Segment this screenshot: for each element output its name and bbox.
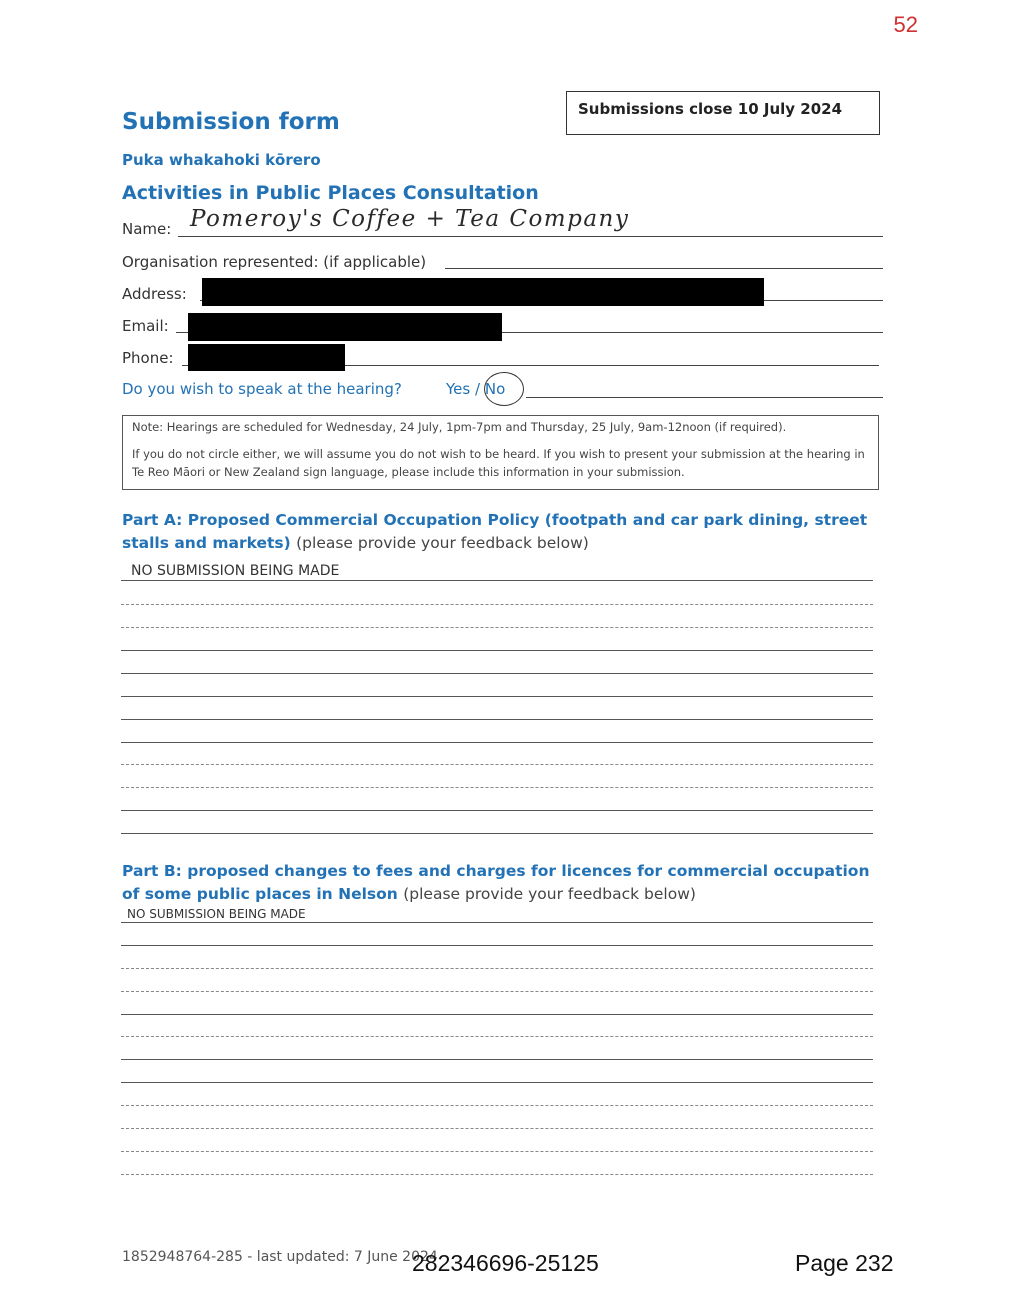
organisation-label: Organisation represented: (if applicable): [122, 253, 427, 271]
part-b-title: Part B: proposed changes to fees and charges for licences for commercial occupation of some public places in Nelson: [122, 862, 870, 903]
hearing-underline: [526, 397, 883, 398]
form-subtitle: Puka whakahoki kōrero: [122, 151, 321, 169]
phone-label: Phone:: [122, 349, 174, 367]
part-a-line: [121, 673, 873, 674]
part-a-line: [121, 627, 873, 628]
part-b-heading: [122, 860, 882, 906]
part-b-line: [121, 1174, 873, 1175]
no-circle-mark: [484, 372, 524, 406]
email-label: Email:: [122, 317, 169, 335]
hearing-note-box: [122, 415, 879, 490]
name-value[interactable]: Pomeroy's Coffee + Tea Company: [190, 206, 630, 232]
email-redaction: [188, 313, 502, 341]
part-a-answer[interactable]: NO SUBMISSION BEING MADE: [131, 563, 340, 579]
part-b-instruction: (please provide your feedback below): [403, 885, 696, 903]
submissions-close-box: Submissions close 10 July 2024: [566, 91, 880, 135]
part-a-heading: [122, 509, 882, 555]
part-b-line: [121, 1059, 873, 1060]
part-a-line: [121, 764, 873, 765]
part-b-line: [121, 1036, 873, 1037]
part-b-line: [121, 968, 873, 969]
part-a-title: Part A: Proposed Commercial Occupation Policy (footpath and car park dining, street stalls and markets): [122, 511, 868, 552]
part-b-line: [121, 1105, 873, 1106]
part-a-instruction: (please provide your feedback below): [296, 534, 589, 552]
part-b-line: [121, 1014, 873, 1015]
form-title: Submission form: [122, 109, 340, 135]
part-b-line: [121, 1082, 873, 1083]
hearing-separator: /: [475, 380, 481, 398]
part-a-line: [121, 604, 873, 605]
name-label: Name:: [122, 220, 172, 238]
part-b-line: [121, 945, 873, 946]
part-a-line: [121, 719, 873, 720]
hearing-yes[interactable]: Yes: [446, 380, 471, 398]
footer-page-label: Page 232: [795, 1250, 894, 1276]
consultation-title: Activities in Public Places Consultation: [122, 182, 539, 204]
hearing-question: Do you wish to speak at the hearing?: [122, 380, 402, 398]
part-a-line: [121, 580, 873, 581]
organisation-underline[interactable]: [445, 268, 883, 269]
part-b-line: [121, 1151, 873, 1152]
note-line-1: Note: Hearings are scheduled for Wednesday, 24 July, 1pm-7pm and Thursday, 25 July, 9am-12noon (if required).: [132, 420, 787, 434]
note-line-2: If you do not circle either, we will assume you do not wish to be heard. If you wish to present your submission at the hearing in Te Reo Māori or New Zealand sign language, please include this information in your submission.: [132, 447, 865, 479]
page-stamp: 52: [893, 12, 918, 37]
part-a-line: [121, 787, 873, 788]
part-a-line: [121, 742, 873, 743]
footer-doc-ref: 1852948764-285 - last updated: 7 June 2024: [122, 1249, 438, 1265]
part-b-line: [121, 991, 873, 992]
hearing-no[interactable]: No: [484, 380, 506, 398]
phone-redaction: [188, 344, 345, 371]
part-a-line: [121, 696, 873, 697]
part-b-line: [121, 922, 873, 923]
footer-record-id: 282346696-25125: [412, 1250, 599, 1276]
name-underline: [178, 236, 883, 237]
part-a-line: [121, 650, 873, 651]
part-b-line: [121, 1128, 873, 1129]
part-a-line: [121, 810, 873, 811]
part-b-answer[interactable]: NO SUBMISSION BEING MADE: [127, 907, 306, 921]
address-redaction: [202, 278, 764, 306]
part-a-line: [121, 833, 873, 834]
address-label: Address:: [122, 285, 187, 303]
